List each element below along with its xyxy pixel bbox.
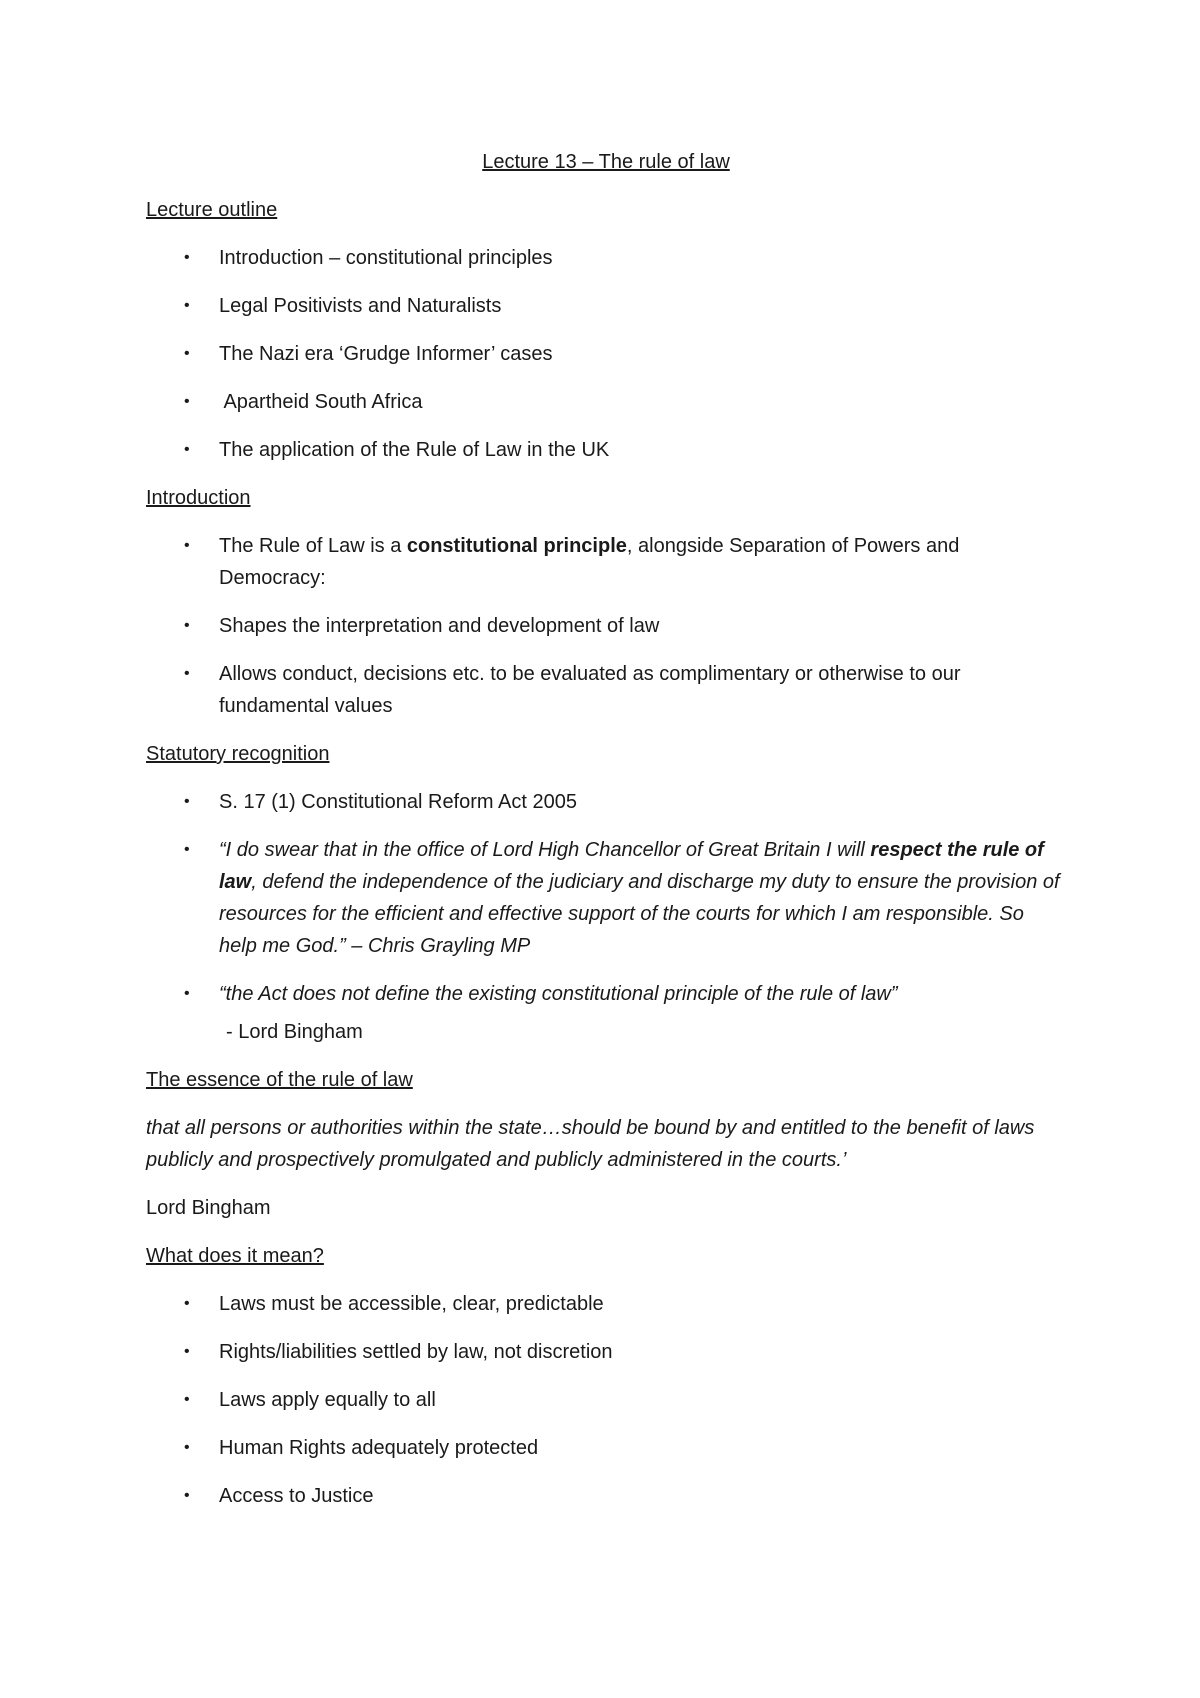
document-body [146,146,1066,1528]
essence-attribution: Lord Bingham [146,1197,271,1219]
essence-heading: The essence of the rule of law [146,1069,413,1091]
meaning-list [146,1288,1066,1512]
list-item [146,978,1066,1010]
bingham-quote: “the Act does not define the existing constitutional principle of the rule of law” [219,983,898,1005]
essence-quote: that all persons or authorities within the state…should be bound by and entitled to the benefit of laws publicly and prospectively promulgated and publicly administered in the courts.’ [146,1117,1035,1171]
oath-quote: “I do swear that in the office of Lord High Chancellor of Great Britain I will respect the rule of law, defend the independence of the judiciary and discharge my duty to ensure the provision of resources for the efficient and effective support of the courts for which I am responsible. So help me God.” – Chris Grayling MP [219,839,1060,957]
bullet-icon: • [184,1295,190,1312]
bullet-icon: • [184,441,190,458]
statutory-list [146,786,1066,1010]
bold-term: constitutional principle [406,535,627,557]
list-item: • Access to Justice [146,1480,1066,1512]
bullet-icon: • [184,793,190,810]
bullet-icon: • [184,665,190,682]
list-item: • S. 17 (1) Constitutional Reform Act 2005 [146,786,1066,818]
introduction-list [146,530,1066,722]
bullet-icon: • [184,297,190,314]
meaning-heading: What does it mean? [146,1245,324,1267]
list-item: • Laws must be accessible, clear, predictable [146,1288,1066,1320]
bullet-icon: • [184,1391,190,1408]
bullet-icon: • [184,393,190,410]
bullet-icon: • [184,249,190,266]
bullet-icon: • [184,345,190,362]
bullet-icon: • [184,617,190,634]
list-item: • Apartheid South Africa [146,386,1066,418]
list-item: • Introduction – constitutional principles [146,242,1066,274]
list-item [146,834,1066,962]
list-item: • Laws apply equally to all [146,1384,1066,1416]
outline-list [146,242,1066,466]
list-item: • Shapes the interpretation and development of law [146,610,1066,642]
list-item: • The Rule of Law is a constitutional principle, alongside Separation of Powers and Democracy: [146,530,1066,594]
page-title: Lecture 13 – The rule of law [482,151,730,173]
quote-attribution: - Lord Bingham [226,1021,363,1043]
bullet-icon: • [184,841,190,858]
list-item: • Human Rights adequately protected [146,1432,1066,1464]
list-item: • Allows conduct, decisions etc. to be evaluated as complimentary or otherwise to our fundamental values [146,658,1066,722]
bullet-icon: • [184,1487,190,1504]
bullet-icon: • [184,1439,190,1456]
bullet-icon: • [184,1343,190,1360]
outline-heading: Lecture outline [146,199,278,221]
list-item: • The application of the Rule of Law in the UK [146,434,1066,466]
bullet-icon: • [184,985,190,1002]
statutory-heading: Statutory recognition [146,743,330,765]
list-item: • Rights/liabilities settled by law, not discretion [146,1336,1066,1368]
introduction-heading: Introduction [146,487,251,509]
bullet-icon: • [184,537,190,554]
list-item: • The Nazi era ‘Grudge Informer’ cases [146,338,1066,370]
list-item: • Legal Positivists and Naturalists [146,290,1066,322]
